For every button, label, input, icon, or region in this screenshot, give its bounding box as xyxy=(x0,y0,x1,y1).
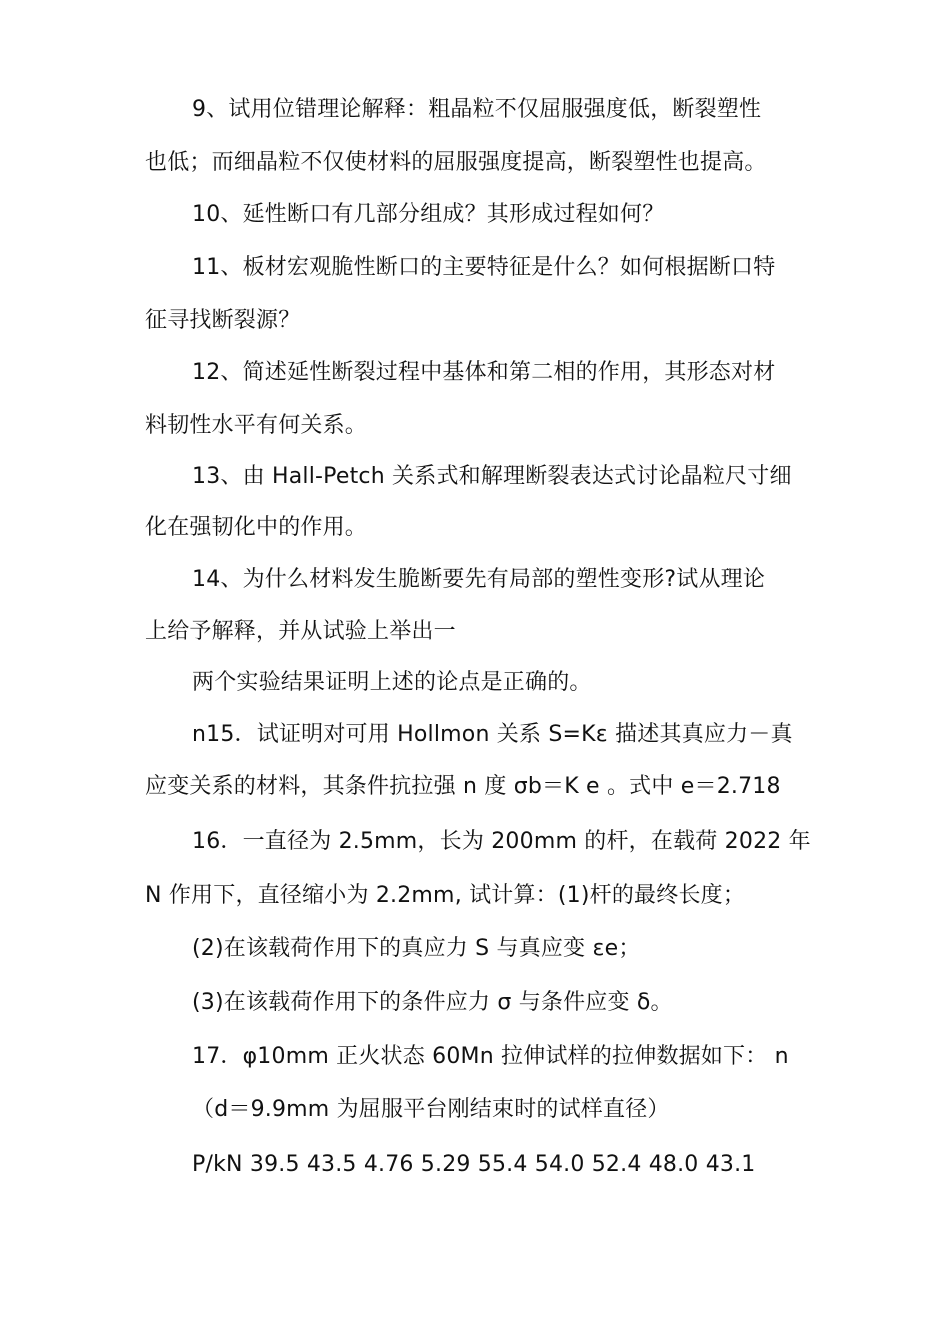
text-line-q13-part2: 化在强韧化中的作用。 xyxy=(145,515,368,540)
text-line-q16-part3: (2)在该载荷作用下的真应力 S 与真应变 εe； xyxy=(192,936,641,961)
text-line-q14-part1: 14、为什么材料发生脆断要先有局部的塑性变形?试从理论 xyxy=(192,567,766,592)
text-line-q15-part2: 应变关系的材料，其条件抗拉强 n 度 σb＝K e 。式中 e＝2.718 xyxy=(145,774,781,799)
text-line-q14-part3: 两个实验结果证明上述的论点是正确的。 xyxy=(192,670,592,695)
text-line-q17-part2: （d＝9.9mm 为屈服平台刚结束时的试样直径） xyxy=(192,1097,670,1122)
text-line-q16-part1: 16．一直径为 2.5mm，长为 200mm 的杆，在载荷 2022 年 xyxy=(192,829,811,854)
text-line-q16-part2: N 作用下，直径缩小为 2.2mm, 试计算：(1)杆的最终长度； xyxy=(145,883,746,908)
text-line-q12-part1: 12、简述延性断裂过程中基体和第二相的作用，其形态对材 xyxy=(192,360,776,385)
text-line-q9-part1: 9、试用位错理论解释：粗晶粒不仅屈服强度低，断裂塑性 xyxy=(192,97,762,122)
text-line-q16-part4: (3)在该载荷作用下的条件应力 σ 与条件应变 δ。 xyxy=(192,990,673,1015)
text-line-q14-part2: 上给予解释，并从试验上举出一 xyxy=(145,619,456,644)
text-line-q13-part1: 13、由 Hall-Petch 关系式和解理断裂表达式讨论晶粒尺寸细 xyxy=(192,464,792,489)
text-line-q11-part1: 11、板材宏观脆性断口的主要特征是什么？如何根据断口特 xyxy=(192,255,776,280)
text-line-q17-part1: 17．φ10mm 正火状态 60Mn 拉伸试样的拉伸数据如下： n xyxy=(192,1044,789,1069)
text-line-q12-part2: 料韧性水平有何关系。 xyxy=(145,413,368,438)
text-line-q9-part2: 也低；而细晶粒不仅使材料的屈服强度提高，断裂塑性也提高。 xyxy=(145,150,767,175)
text-line-q15-part1: n15．试证明对可用 Hollmon 关系 S=Kε 描述其真应力－真 xyxy=(192,722,793,747)
text-line-q10: 10、延性断口有几部分组成？其形成过程如何？ xyxy=(192,202,665,227)
text-line-q11-part2: 征寻找断裂源？ xyxy=(145,308,301,333)
text-line-q17-data: P/kN 39.5 43.5 4.76 5.29 55.4 54.0 52.4 48.0 43.1 xyxy=(192,1152,756,1177)
